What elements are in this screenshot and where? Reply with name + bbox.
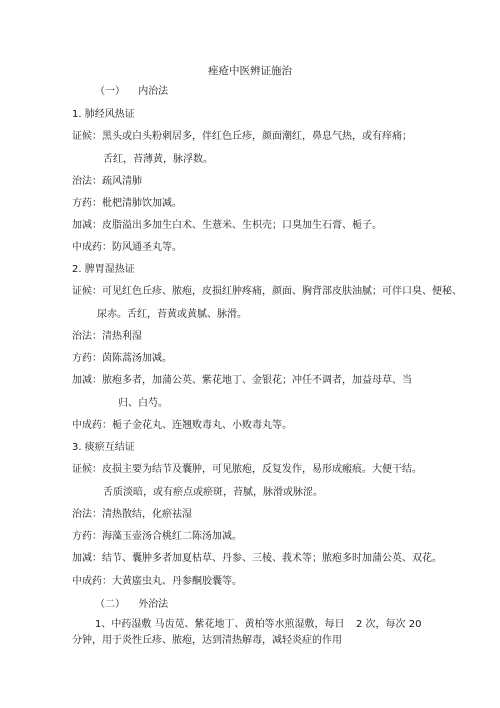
syndrome-line-cont: 舌质淡暗，或有瘀点或瘀斑，苔腻，脉滑或脉涩。 xyxy=(103,487,323,498)
syndrome-line: 证候：皮损主要为结节及囊肿，可见脓疱，反复发作，易形成瘢痕。大便干结。 xyxy=(72,464,422,475)
section-number: （二） xyxy=(95,599,125,610)
pattern-heading-3: 3. 痰瘀互结证 xyxy=(72,442,135,453)
pattern-heading-2: 2. 脾胃湿热证 xyxy=(72,264,135,275)
prescription: 方药：海藻玉壶汤合桃红二陈汤加减。 xyxy=(72,531,242,542)
external-method-dosage: 2 次，每次 20 xyxy=(356,619,422,630)
modification: 加减：脓疱多者，加蒲公英、紫花地丁、金银花；冲任不调者，加益母草、当 xyxy=(72,375,412,386)
syndrome-line: 证候：黑头或白头粉刺居多，伴红色丘疹，颜面潮红，鼻息气热，或有痒痛； xyxy=(72,131,412,142)
prescription: 方药：茵陈蒿汤加减。 xyxy=(72,353,172,364)
treatment-principle: 治法：清热散结，化瘀祛湿 xyxy=(72,509,192,520)
section-name: 外治法 xyxy=(138,599,169,610)
prescription: 方药：枇杷清肺饮加减。 xyxy=(72,198,182,209)
section-heading-external xyxy=(95,598,168,612)
modification: 加减：结节、囊肿多者加夏枯草、丹参、三棱、莪术等；脓疱多时加蒲公英、双花。 xyxy=(72,553,442,564)
section-name: 内治法 xyxy=(138,86,169,97)
modification-cont: 归、白芍。 xyxy=(118,398,168,409)
section-number: （一） xyxy=(95,86,125,97)
patent-medicine: 中成药：防风通圣丸等。 xyxy=(72,242,182,253)
external-method-line-cont: 分钟，用于炎性丘疹、脓疱，达到清热解毒，减轻炎症的作用 xyxy=(72,635,342,646)
page-title: 痤疮中医辨证施治 xyxy=(208,65,292,77)
pattern-heading-1: 1. 肺经风热证 xyxy=(72,109,135,120)
patent-medicine: 中成药：大黄䗪虫丸、丹参酮胶囊等。 xyxy=(72,576,242,587)
treatment-principle: 治法：清热利湿 xyxy=(72,331,142,342)
syndrome-line-cont: 尿赤。舌红，苔黄或黄腻、脉滑。 xyxy=(97,309,247,320)
treatment-principle: 治法：疏风清肺 xyxy=(72,176,142,187)
syndrome-line-cont: 舌红，苔薄黄，脉浮数。 xyxy=(103,154,213,165)
external-method-line: 1、中药湿敷 马齿苋、紫花地丁、黄柏等水煎湿敷，每日 xyxy=(95,619,345,630)
patent-medicine: 中成药：栀子金花丸、连翘败毒丸、小败毒丸等。 xyxy=(72,420,292,431)
section-heading-internal xyxy=(95,85,168,99)
syndrome-line: 证候：可见红色丘疹、脓疱，皮损红肿疼痛，颜面、胸背部皮肤油腻；可伴口臭、便秘、 xyxy=(72,286,462,297)
modification: 加减：皮脂溢出多加生白术、生薏米、生枳壳；口臭加生石膏、栀子。 xyxy=(72,220,382,231)
